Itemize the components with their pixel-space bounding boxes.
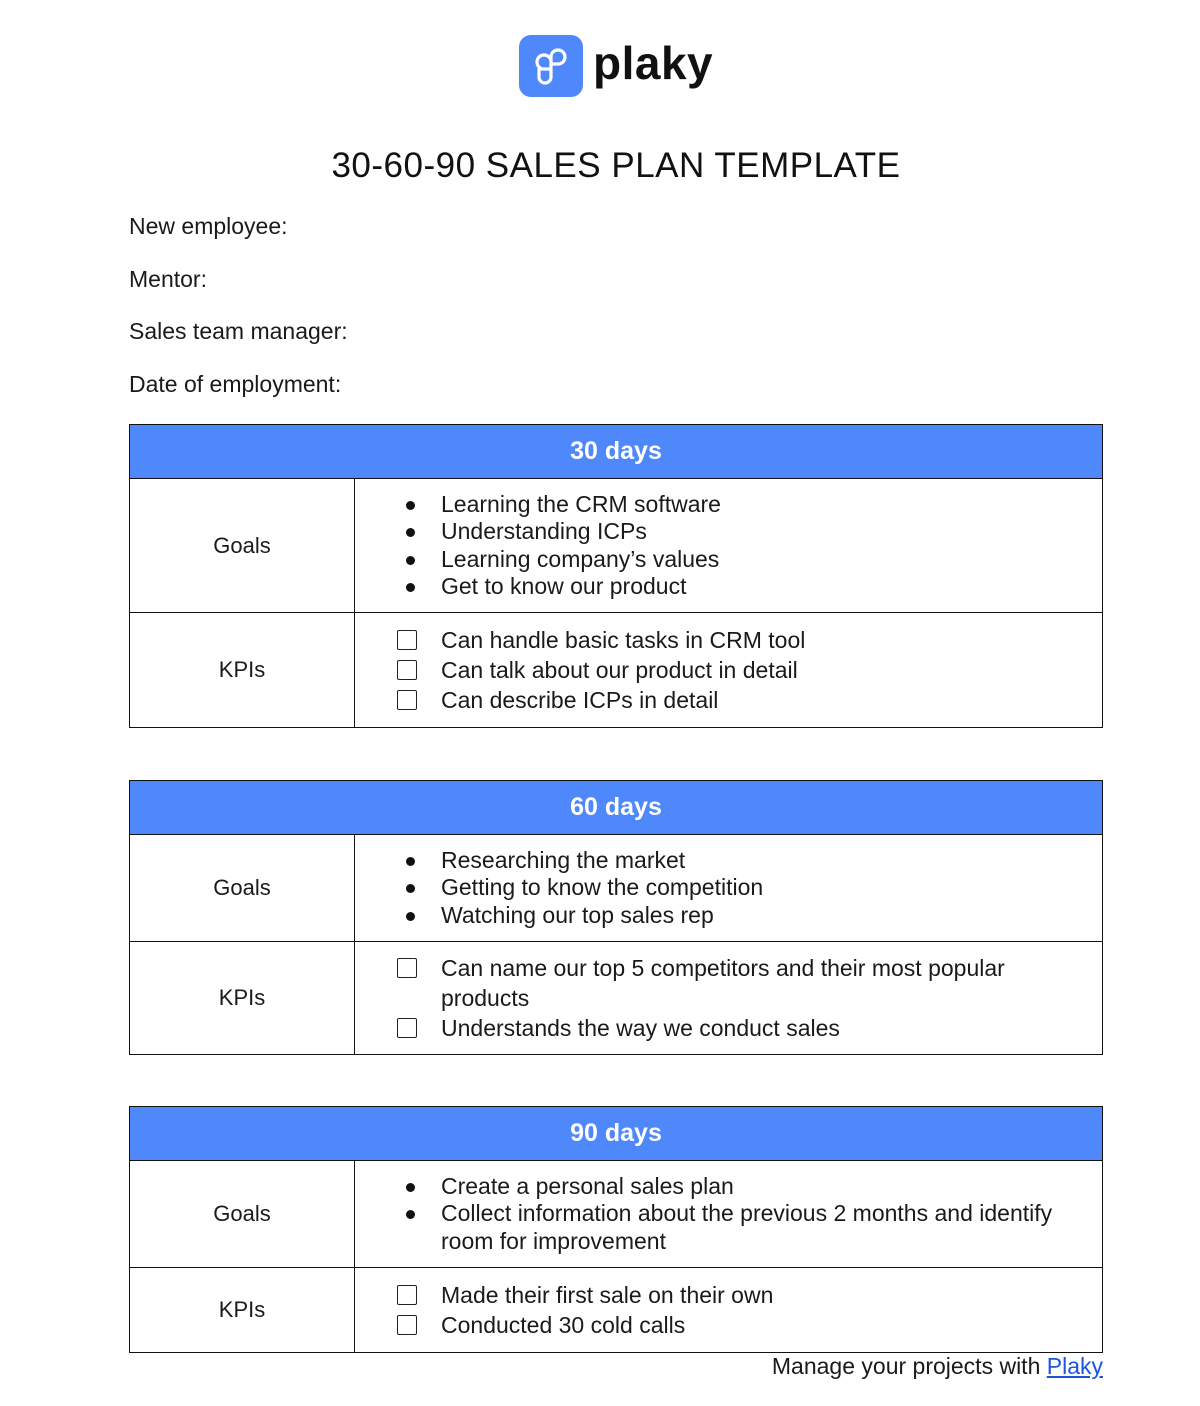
section-90-days xyxy=(129,1106,1103,1353)
goal-text: Researching the market xyxy=(441,846,686,873)
kpis-row xyxy=(130,1268,1102,1352)
kpi-item xyxy=(355,1310,1102,1340)
checkbox-icon[interactable] xyxy=(397,958,417,978)
kpi-item xyxy=(355,655,1102,685)
checkbox-icon[interactable] xyxy=(397,1018,417,1038)
footer-text: Manage your projects with xyxy=(771,1353,1047,1379)
bullet-icon xyxy=(406,501,415,510)
kpi-text: Can name our top 5 competitors and their most popular products xyxy=(441,955,1005,1011)
goal-item xyxy=(355,874,1102,902)
field-date-of-employment: Date of employment: xyxy=(129,371,342,397)
goals-label: Goals xyxy=(130,835,355,941)
bullet-icon xyxy=(406,528,415,537)
goal-text: Watching our top sales rep xyxy=(441,901,714,928)
kpi-item xyxy=(355,685,1102,715)
kpis-label: KPIs xyxy=(130,942,355,1054)
kpis-list xyxy=(355,1268,1102,1352)
footer xyxy=(772,1353,1103,1380)
goal-item xyxy=(355,847,1102,875)
kpi-text: Can describe ICPs in detail xyxy=(441,687,719,713)
bullet-icon xyxy=(406,556,415,565)
goals-row xyxy=(130,1161,1102,1268)
logo-text: plaky xyxy=(593,37,714,89)
kpis-list xyxy=(355,613,1102,727)
plaky-logo xyxy=(519,35,713,97)
goal-item xyxy=(355,1173,1102,1201)
field-new-employee: New employee: xyxy=(129,213,288,239)
section-header: 60 days xyxy=(130,781,1102,835)
goal-text: Get to know our product xyxy=(441,573,687,599)
goal-item xyxy=(355,902,1102,930)
goals-row xyxy=(130,835,1102,942)
goals-label: Goals xyxy=(130,479,355,612)
section-header: 30 days xyxy=(130,425,1102,479)
goals-list xyxy=(355,1161,1102,1267)
goal-item xyxy=(355,1200,1102,1255)
kpis-row xyxy=(130,942,1102,1054)
kpis-label: KPIs xyxy=(130,1268,355,1352)
field-mentor: Mentor: xyxy=(129,266,207,292)
goal-text: Collect information about the previous 2 months and identify room for improvement xyxy=(441,1200,1053,1254)
section-header: 90 days xyxy=(130,1107,1102,1161)
kpi-text: Understands the way we conduct sales xyxy=(441,1015,840,1041)
goal-item xyxy=(355,573,1102,601)
field-sales-team-manager: Sales team manager: xyxy=(129,318,348,344)
goals-list xyxy=(355,479,1102,612)
bullet-icon xyxy=(406,884,415,893)
bullet-icon xyxy=(406,1210,415,1219)
goal-text: Learning the CRM software xyxy=(441,490,721,517)
kpis-list xyxy=(355,942,1102,1054)
goals-row xyxy=(130,479,1102,613)
checkbox-icon[interactable] xyxy=(397,630,417,650)
checkbox-icon[interactable] xyxy=(397,660,417,680)
goals-label: Goals xyxy=(130,1161,355,1267)
goal-text: Learning company’s values xyxy=(441,545,720,572)
goal-item xyxy=(355,546,1102,574)
goal-item xyxy=(355,518,1102,546)
checkbox-icon[interactable] xyxy=(397,1315,417,1335)
kpi-item xyxy=(355,1013,1102,1043)
checkbox-icon[interactable] xyxy=(397,1285,417,1305)
goal-text: Create a personal sales plan xyxy=(441,1172,734,1199)
bullet-icon xyxy=(406,912,415,921)
bullet-icon xyxy=(406,1183,415,1192)
kpis-row xyxy=(130,613,1102,727)
section-60-days xyxy=(129,780,1103,1055)
kpi-item xyxy=(355,1280,1102,1310)
bullet-icon xyxy=(406,857,415,866)
section-30-days xyxy=(129,424,1103,728)
plaky-link[interactable]: Plaky xyxy=(1046,1353,1103,1379)
kpi-text: Made their first sale on their own xyxy=(441,1282,774,1308)
kpi-text: Can handle basic tasks in CRM tool xyxy=(441,627,806,653)
bullet-icon xyxy=(406,583,415,592)
kpi-text: Can talk about our product in detail xyxy=(441,657,798,683)
kpis-label: KPIs xyxy=(130,613,355,727)
goal-text: Understanding ICPs xyxy=(441,518,647,544)
goal-text: Getting to know the competition xyxy=(441,874,764,901)
goals-list xyxy=(355,835,1102,941)
checkbox-icon[interactable] xyxy=(397,690,417,710)
kpi-item xyxy=(355,953,1102,1013)
page-title: 30-60-90 SALES PLAN TEMPLATE xyxy=(331,146,901,185)
kpi-item xyxy=(355,625,1102,655)
plaky-logo-icon xyxy=(519,35,583,97)
goal-item xyxy=(355,491,1102,519)
kpi-text: Conducted 30 cold calls xyxy=(441,1312,686,1338)
